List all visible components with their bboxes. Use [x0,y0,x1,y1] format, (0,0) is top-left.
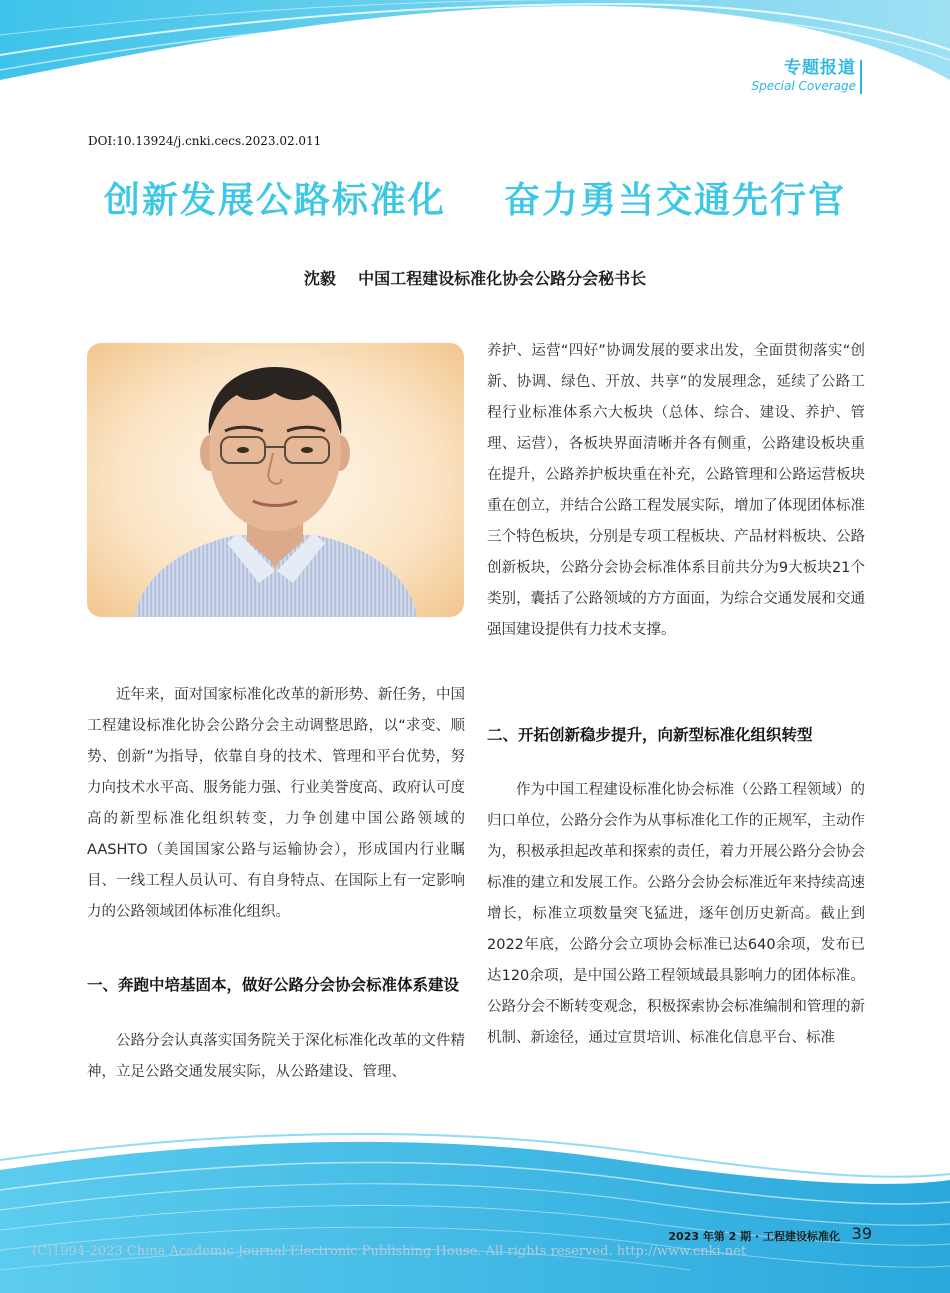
body-paragraph: 公路分会认真落实国务院关于深化标准化改革的文件精神，立足公路交通发展实际，从公路建设、管理、 [87,1033,465,1080]
body-paragraph: 作为中国工程建设标准化协会标准（公路工程领域）的归口单位，公路分会作为从事标准化工作的正规军，主动作为，积极承担起改革和探索的责任，着力开展公路分会协会标准的建立和发展工作。公路分会协会标准近年来持续高速增长，标准立项数量突飞猛进，逐年创历史新高。截止到2022年底，公路分会立项协会标准已达640余项，发布已达120余项，是中国公路工程领域最具影响力的团体标准。公路分会不断转变观念，积极探索协会标准编制和管理的新机制、新途径，通过宣贯培训、标准化信息平台、标准 [487,782,865,1046]
intro-paragraph: 近年来，面对国家标准化改革的新形势、新任务，中国工程建设标准化协会公路分会主动调整思路，以“求变、顺势、创新”为指导，依靠自身的技术、管理和平台优势，努力向技术水平高、服务能力强、行业美誉度高、政府认可度高的新型标准化组织转变，力争创建中国公路领域的AASHTO（美国国家公路与运输协会），形成国内行业瞩目、一线工程人员认可、有自身特点、在国际上有一定影响力的公路领域团体标准化组织。 [87,687,465,920]
section-tag-cn: 专题报道 [784,58,856,78]
right-column-body [487,775,865,1054]
section-tag [751,58,856,94]
section-tag-en: Special Coverage [751,79,856,93]
section-heading-1: 一、奔跑中培基固本，做好公路分会协会标准体系建设 [87,976,460,994]
article-title: 创新发展公路标准化 奋力勇当交通先行官 [103,179,847,221]
footer-journal-name: 2023 年第 2 期 · 工程建设标准化 [668,1230,840,1243]
section-heading-2: 二、开拓创新稳步提升，向新型标准化组织转型 [487,726,813,744]
left-column-body [87,1026,465,1088]
author-byline: 沈毅 中国工程建设标准化协会公路分会秘书长 [303,269,647,288]
doi-text: DOI:10.13924/j.cnki.cecs.2023.02.011 [88,134,322,148]
copyright-watermark: (C)1994-2023 China Academic Journal Electronic Publishing House. All rights reserved. http://www.cnki.net [32,1244,747,1259]
left-column-intro [87,680,465,928]
footer-page-number: 39 [851,1224,872,1243]
section-tag-bar [860,60,862,94]
bottom-wave-decoration [0,1130,950,1293]
body-paragraph: 养护、运营“四好”协调发展的要求出发，全面贯彻落实“创新、协调、绿色、开放、共享”的发展理念，延续了公路工程行业标准体系六大板块（总体、综合、建设、养护、管理、运营），各板块界面清晰并各有侧重，公路建设板块重在提升，公路养护板块重在补充，公路管理和公路运营板块重在创立，并结合公路工程发展实际，增加了体现团体标准三个特色板块，分别是专项工程板块、产品材料板块、公路创新板块，公路分会协会标准体系目前共分为9大板块21个类别，囊括了公路领域的方方面面，为综合交通发展和交通强国建设提供有力技术支撑。 [487,343,865,638]
author-photo [87,343,464,617]
right-column-top [487,336,865,646]
